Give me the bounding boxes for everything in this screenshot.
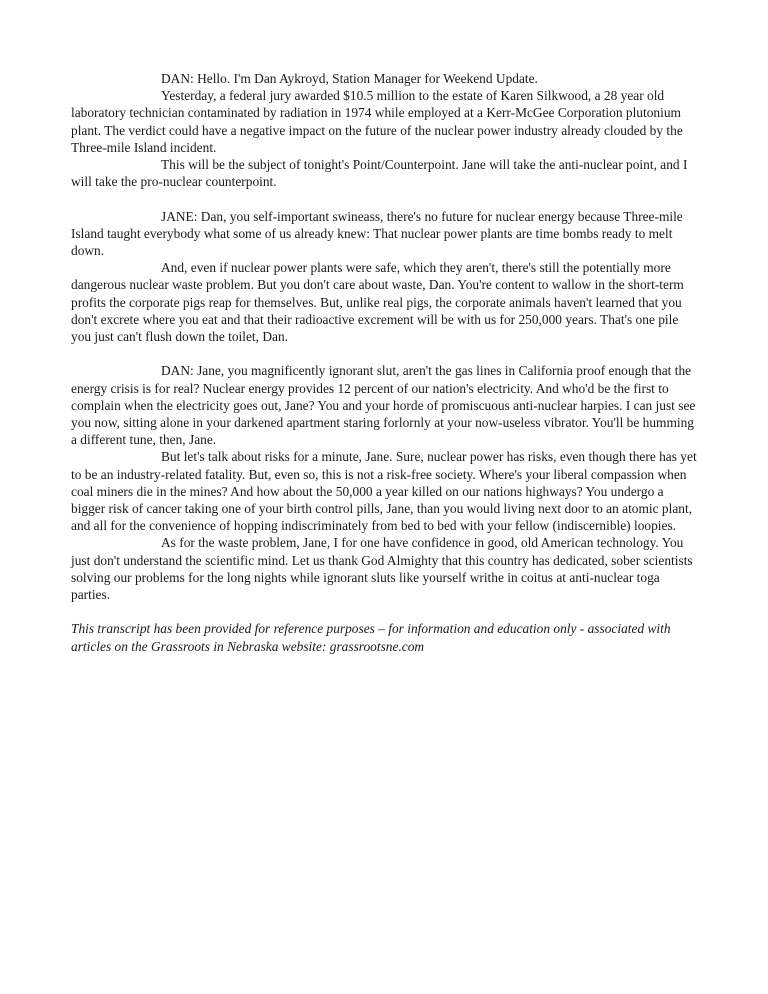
paragraph: DAN: Jane, you magnificently ignorant slut, aren't the gas lines in California proof enough that the energy crisis is for real? Nuclear energy provides 12 percent of our nation's electricity. And who'd be the first to complain when the electricity goes out, Jane? You and your horde of promiscuous anti-nuclear harpies. I can just see you now, sitting alone in your darkened apartment staring forlornly at your now-useless vibrator. You'll be humming a different tune, then, Jane.: [71, 363, 696, 448]
paragraph: This will be the subject of tonight's Point/Counterpoint. Jane will take the anti-nuclear point, and I will take the pro-nuclear counterpoint.: [71, 157, 688, 190]
paragraph: As for the waste problem, Jane, I for one have confidence in good, old American technology. You just don't understand the scientific mind. Let us thank God Almighty that this country has dedicated, sober scientists solving our problems for the long nights while ignorant sluts like yourself writhe in coitus at anti-nuclear toga parties.: [71, 535, 693, 603]
paragraph: And, even if nuclear power plants were safe, which they aren't, there's still the potentially more dangerous nuclear waste problem. But you don't care about waste, Dan. You're content to wallow in the short-term profits the corporate pigs reap for themselves. But, unlike real pigs, the corporate animals haven't learned that you don't excrete where you eat and that their radioactive excrement will be with us for 250,000 years. That's one pile you just can't flush down the toilet, Dan.: [71, 260, 684, 345]
reference-footer: [71, 620, 701, 654]
paragraph: JANE: Dan, you self-important swineass, there's no future for nuclear energy because Three-mile Island taught everybody what some of us already knew: That nuclear power plants are time bombs ready to melt down.: [71, 208, 683, 259]
footer-note: This transcript has been provided for reference purposes – for information and education only - associated with articles on the Grassroots in Nebraska website: grassrootsne.com: [71, 621, 671, 654]
jane-block: [71, 208, 701, 346]
paragraph: But let's talk about risks for a minute, Jane. Sure, nuclear power has risks, even though there has yet to be an industry-related fatality. But, even so, this is not a risk-free society. Where's your liberal compassion when coal miners die in the mines? And how about the 50,000 a year killed on our nations highways? You undergo a bigger risk of cancer taking one of your birth control pills, Jane, than you would living next door to an atomic plant, and all for the convenience of hopping indiscriminately from bed to bed with your fellow (indiscernible) loopies.: [71, 449, 697, 534]
dan-intro-block: [71, 70, 701, 190]
dan-reply-block: [71, 362, 701, 603]
blank-line: [71, 345, 701, 362]
blank-line: [71, 190, 701, 207]
paragraph: Yesterday, a federal jury awarded $10.5 million to the estate of Karen Silkwood, a 28 year old laboratory technician contaminated by radiation in 1974 while employed at a Kerr-McGee Corporation plutonium plant. The verdict could have a negative impact on the future of the nuclear power industry already clouded by the Three-mile Island incident.: [71, 88, 683, 155]
paragraph: DAN: Hello. I'm Dan Aykroyd, Station Manager for Weekend Update.: [161, 71, 538, 86]
document-page: [71, 70, 701, 655]
